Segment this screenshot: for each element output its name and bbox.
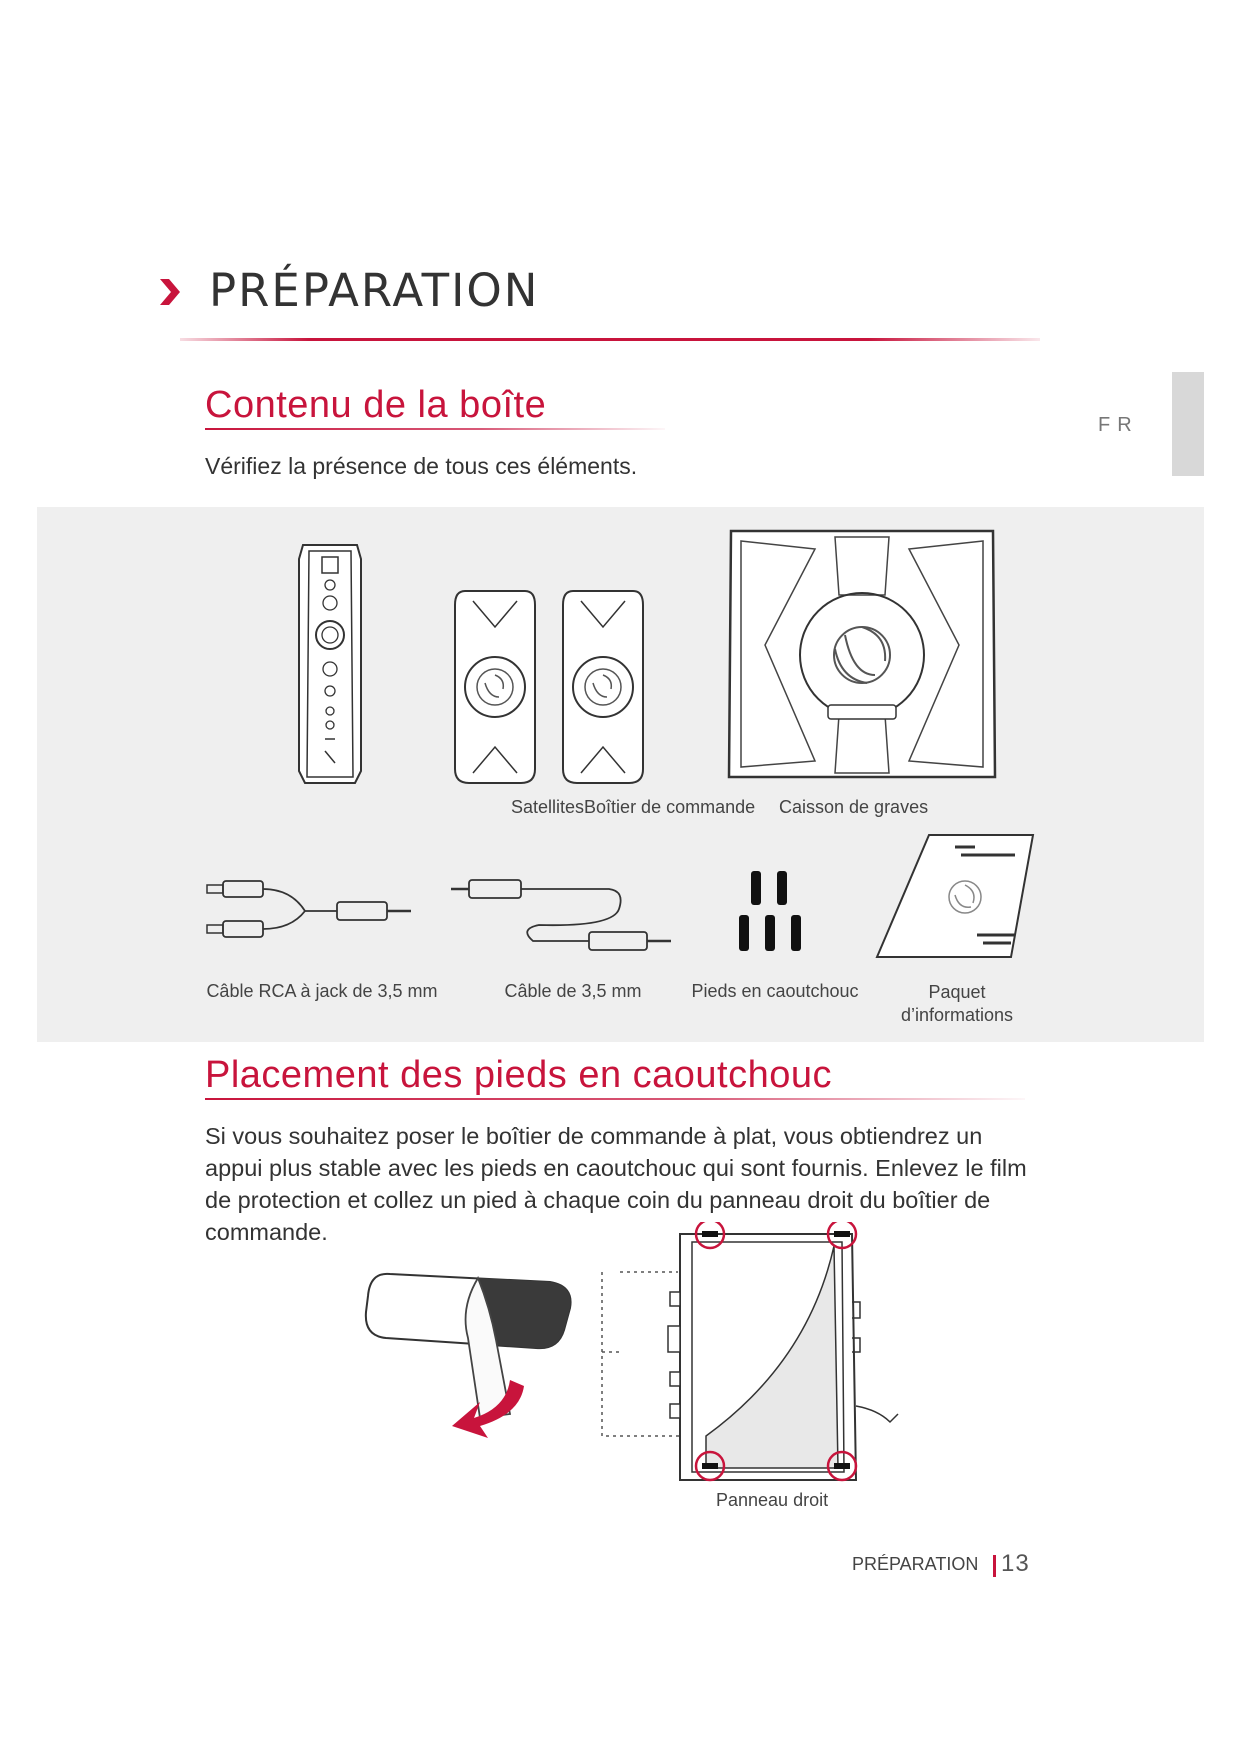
panel-label: Panneau droit bbox=[716, 1490, 829, 1510]
section-title-feet: Placement des pieds en caoutchouc bbox=[205, 1054, 833, 1096]
chapter-divider bbox=[180, 338, 1040, 341]
control-box-icon bbox=[295, 539, 365, 789]
chevron-icon bbox=[158, 276, 188, 308]
info-packet-icon bbox=[875, 833, 1035, 959]
section-intro: Vérifiez la présence de tous ces éléments. bbox=[205, 453, 638, 479]
page-number: 13 bbox=[1001, 1550, 1030, 1577]
section-divider bbox=[205, 1098, 1025, 1100]
satellite-speaker-icon bbox=[451, 587, 539, 787]
section-divider bbox=[205, 428, 665, 430]
item-label-rca-cable: Câble RCA à jack de 3,5 mm bbox=[206, 981, 438, 1001]
subwoofer-icon bbox=[725, 525, 999, 785]
section-title-contents: Contenu de la boîte bbox=[205, 384, 547, 426]
item-label-rubber-feet: Pieds en caoutchouc bbox=[691, 981, 859, 1001]
satellite-speaker-icon bbox=[559, 587, 647, 787]
item-label-info-packet: Paquet d’informations bbox=[900, 982, 1014, 1025]
side-tab bbox=[1172, 372, 1204, 476]
section-body: Si vous souhaitez poser le boîtier de commande à plat, vous obtiendrez un appui plus stable avec les pieds en caoutchouc qui sont fournis. Enlevez le film de protection et collez un pied à chaque coin du panneau droit du boîtier de commande. bbox=[205, 1123, 1027, 1245]
language-label: FR bbox=[1098, 414, 1139, 436]
item-label-subwoofer: Caisson de graves bbox=[779, 797, 929, 817]
package-contents-box bbox=[37, 507, 1204, 1042]
item-label-satellites-control-box: SatellitesBoîtier de commande bbox=[511, 797, 756, 817]
footer-divider bbox=[993, 1555, 996, 1577]
footer-section: PRÉPARATION bbox=[852, 1554, 979, 1574]
right-panel-icon bbox=[598, 1222, 910, 1492]
chapter-title: PRÉPARATION bbox=[209, 264, 540, 317]
peel-foot-icon bbox=[360, 1268, 590, 1454]
audio-cable-icon bbox=[449, 875, 689, 965]
rca-cable-icon bbox=[205, 873, 415, 953]
rubber-feet-icon bbox=[737, 869, 803, 953]
item-label-audio-cable: Câble de 3,5 mm bbox=[504, 981, 642, 1001]
